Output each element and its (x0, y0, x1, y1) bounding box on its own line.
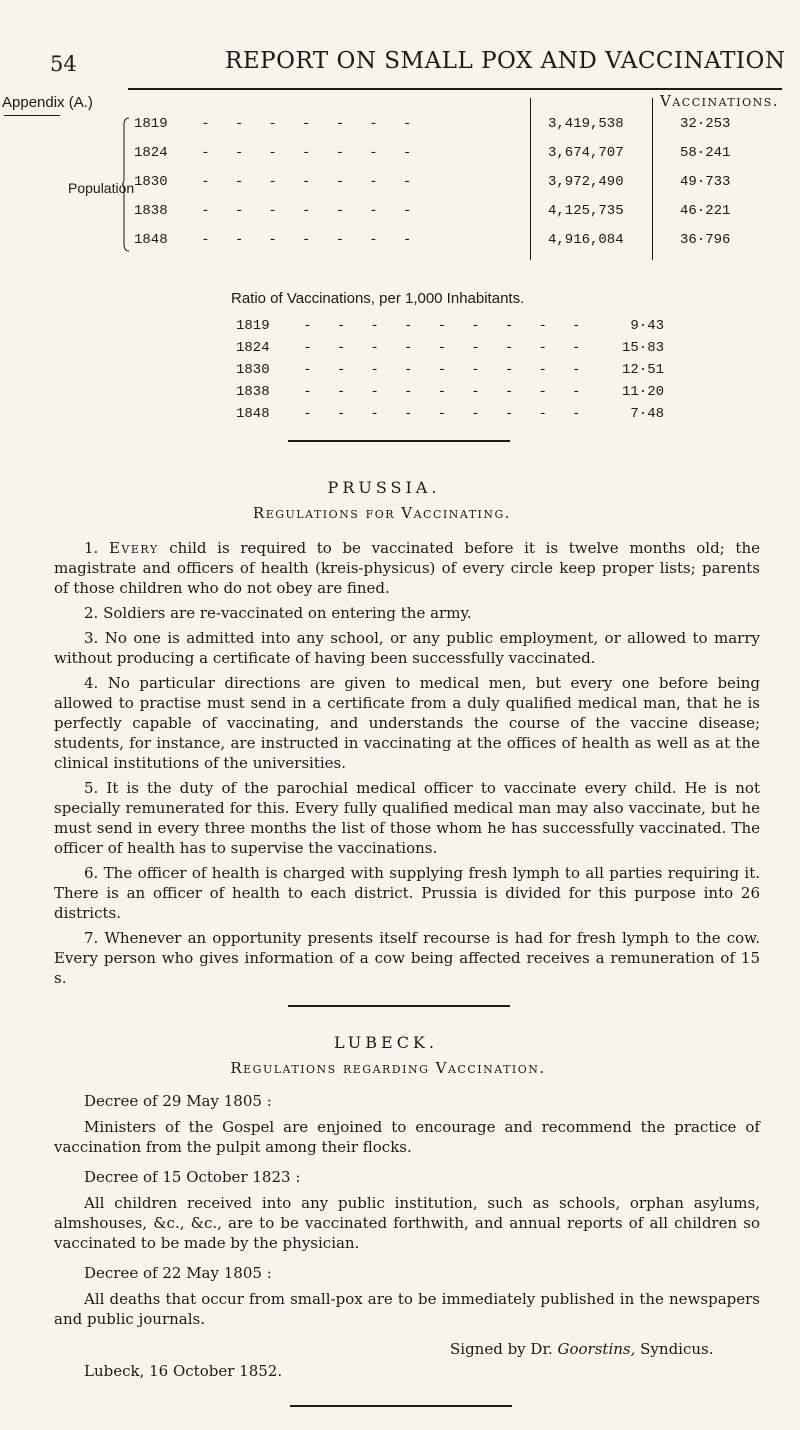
decree-3-heading: Decree of 22 May 1805 : (84, 1264, 272, 1282)
closing-rule (290, 1405, 512, 1407)
year-cell: 1819 (236, 318, 270, 334)
leader-dashes: - - - - - - - - - (269, 340, 581, 356)
population-cell: 4,125,735 (548, 203, 624, 219)
vaccinations-cell: 32·253 (680, 116, 731, 132)
place-date: Lubeck, 16 October 1852. (84, 1362, 283, 1380)
section-divider (288, 440, 510, 442)
leader-dashes: - - - - - - - (167, 174, 412, 190)
regulation-paragraph (54, 538, 760, 598)
vaccinations-cell: 49·733 (680, 174, 731, 190)
ratio-row (236, 406, 580, 424)
year-cell: 1830 (134, 174, 168, 190)
paragraph-text: The officer of health is charged with supplying fresh lymph to all parties requiring it. There is an officer of health to each district. Prussia is divided for this purpose into 26 districts. (54, 864, 760, 922)
paragraph-text: Soldiers are re-vaccinated on entering the army. (103, 604, 472, 622)
year-cell: 1830 (236, 362, 270, 378)
regulation-paragraph (54, 778, 760, 858)
paragraph-number: 6. (84, 864, 99, 882)
decree-2-heading: Decree of 15 October 1823 : (84, 1168, 301, 1186)
page-header (0, 40, 800, 80)
population-row-label: Population (68, 180, 135, 196)
decree-1-text: Ministers of the Gospel are enjoined to encourage and recommend the practice of vaccination from the pulpit among their flocks. (54, 1118, 760, 1156)
ratio-cell: 12·51 (621, 362, 664, 378)
leader-dashes: - - - - - - - (167, 116, 412, 132)
paragraph-lead: Every (108, 539, 159, 557)
year-cell: 1819 (134, 116, 168, 132)
paragraph-text: No particular directions are given to medical men, but every one before being allowed to practise must send in a certificate from a duly qualified medical man, that he is perfectly capable of vaccinating, and understands the course of the vaccine disease; students, for instance, are instructed in vaccinating at the offices of health as well as at the clinical institutions of the universities. (54, 674, 760, 772)
leader-dashes: - - - - - - - - - (269, 384, 581, 400)
table-row (134, 203, 411, 221)
signatory-name: Goorstins, (557, 1340, 636, 1358)
regulation-paragraph (54, 928, 760, 988)
ratio-row (236, 318, 580, 336)
paragraph-number: 1. (84, 539, 99, 557)
year-cell: 1838 (236, 384, 270, 400)
prussia-title: PRUSSIA. (327, 478, 441, 497)
leader-dashes: - - - - - - - (167, 145, 412, 161)
decree-1-heading: Decree of 29 May 1805 : (84, 1092, 272, 1110)
vaccinations-header: Vaccinations. (660, 92, 780, 110)
ratio-row (236, 340, 580, 358)
year-cell: 1824 (134, 145, 168, 161)
ratio-cell: 15·83 (621, 340, 664, 356)
ratio-cell: 9·43 (630, 318, 664, 334)
paragraph-number: 7. (84, 929, 99, 947)
page-title: REPORT ON SMALL POX AND VACCINATION (225, 48, 786, 74)
paragraph-number: 3. (84, 629, 99, 647)
paragraph-text: No one is admitted into any school, or any public employment, or allowed to marry without producing a certificate of having been successfully vaccinated. (54, 629, 760, 667)
regulation-paragraph (54, 628, 760, 668)
header-rule (128, 88, 782, 90)
vaccinations-cell: 58·241 (680, 145, 731, 161)
table-row (134, 116, 411, 134)
regulation-paragraph (54, 673, 760, 773)
population-cell: 3,674,707 (548, 145, 624, 161)
regulation-paragraph (54, 863, 760, 923)
lubeck-subtitle: Regulations regarding Vaccination. (230, 1059, 546, 1077)
leader-dashes: - - - - - - - - - (269, 318, 581, 334)
ratio-title: Ratio of Vaccinations, per 1,000 Inhabitants. (231, 290, 525, 307)
appendix-underline (4, 115, 60, 116)
signature: Signed by Dr. Goorstins, Syndicus. (450, 1340, 714, 1358)
page-number: 54 (50, 52, 77, 76)
table-row (134, 145, 411, 163)
paragraph-number: 2. (84, 604, 99, 622)
vaccinations-cell: 46·221 (680, 203, 731, 219)
column-divider-1 (530, 98, 531, 260)
prussia-subtitle: Regulations for Vaccinating. (252, 504, 512, 522)
paragraph-number: 5. (84, 779, 99, 797)
population-cell: 3,419,538 (548, 116, 624, 132)
ratio-cell: 7·48 (630, 406, 664, 422)
vaccinations-cell: 36·796 (680, 232, 731, 248)
paragraph-text: child is required to be vaccinated before it is twelve months old; the magistrate and officers of health (kreis-physicus) of every circle keep proper lists; parents of those children who do not obey are fined. (54, 539, 760, 597)
year-cell: 1838 (134, 203, 168, 219)
year-cell: 1848 (134, 232, 168, 248)
decree-2-text: All children received into any public institution, such as schools, orphan asylums, almshouses, &c., &c., are to be vaccinated forthwith, and annual reports of all children so vaccinated to be made by the physician. (54, 1194, 760, 1252)
leader-dashes: - - - - - - - - - (269, 362, 581, 378)
population-cell: 4,916,084 (548, 232, 624, 248)
year-cell: 1848 (236, 406, 270, 422)
ratio-cell: 11·20 (621, 384, 664, 400)
brace-icon (122, 117, 130, 252)
year-cell: 1824 (236, 340, 270, 356)
lubeck-title: LUBECK. (334, 1033, 438, 1052)
leader-dashes: - - - - - - - (167, 203, 412, 219)
table-row (134, 232, 411, 250)
table-row (134, 174, 411, 192)
paragraph-text: It is the duty of the parochial medical officer to vaccinate every child. He is not specially remunerated for this. Every fully qualified medical man may also vaccinate, but he must send in every three months the list of those whom he has successfully vaccinated. The officer of health has to supervise the vaccinations. (54, 779, 760, 857)
population-cell: 3,972,490 (548, 174, 624, 190)
leader-dashes: - - - - - - - - - (269, 406, 581, 422)
paragraph-number: 4. (84, 674, 99, 692)
ratio-row (236, 384, 580, 402)
appendix-label: Appendix (A.) (2, 94, 93, 111)
section-divider-2 (288, 1005, 510, 1007)
paragraph-text: Whenever an opportunity presents itself recourse is had for fresh lymph to the cow. Every person who gives information of a cow being affected receives a remuneration of 15 s. (54, 929, 760, 987)
leader-dashes: - - - - - - - (167, 232, 412, 248)
decree-3-text: All deaths that occur from small-pox are to be immediately published in the newspapers and public journals. (54, 1290, 760, 1328)
ratio-row (236, 362, 580, 380)
column-divider-2 (652, 98, 653, 260)
regulation-paragraph (54, 603, 760, 623)
